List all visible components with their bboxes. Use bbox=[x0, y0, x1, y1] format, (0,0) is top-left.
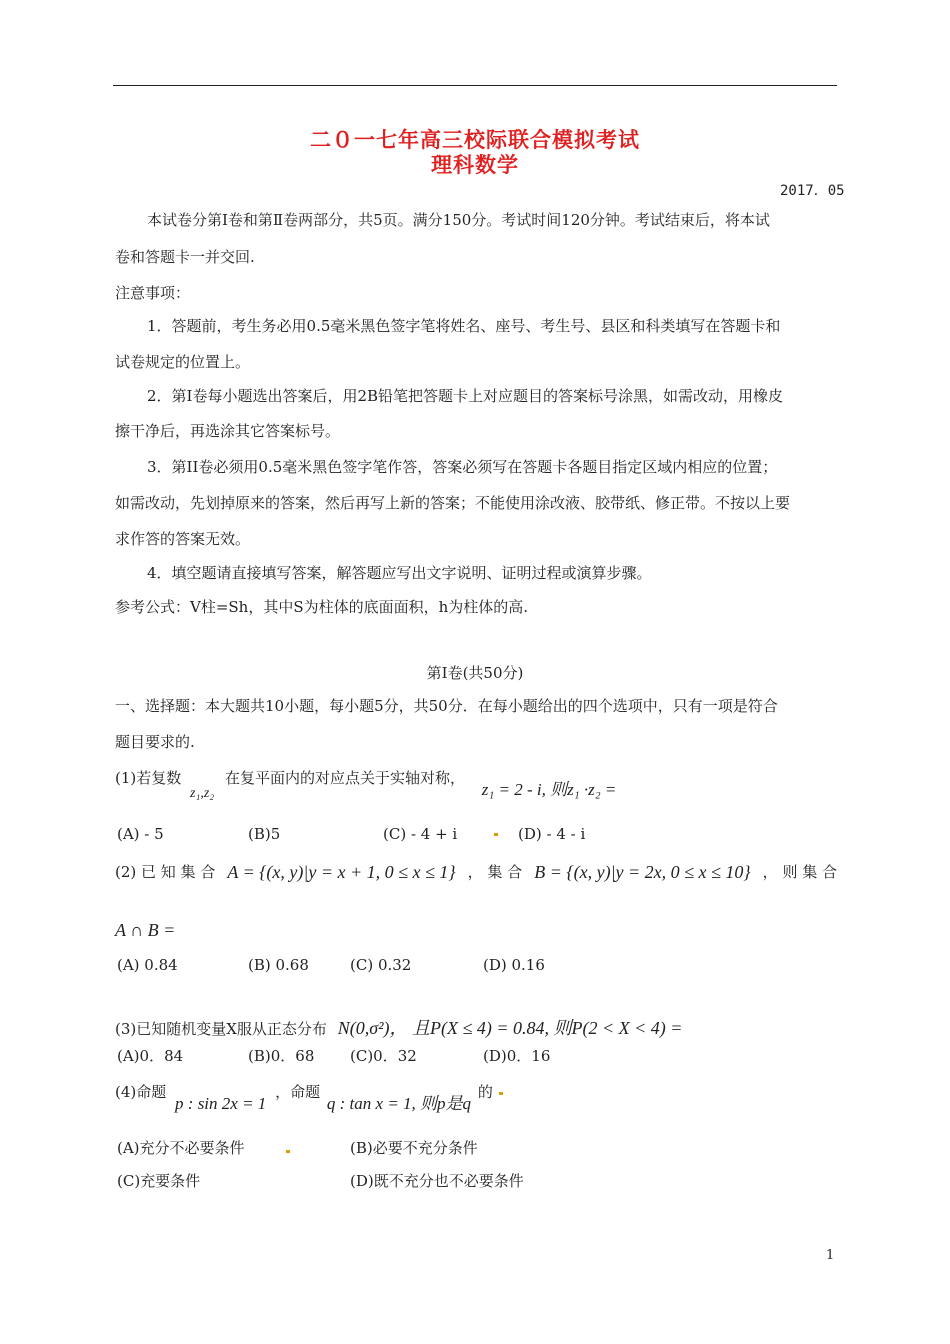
section-title: 第Ⅰ卷(共50分) bbox=[426, 664, 524, 682]
q1-condition: z₁ = 2 - i, 则z₁ ·z₂ = bbox=[481, 780, 617, 799]
q2-stem bbox=[115, 862, 837, 882]
q1-stem bbox=[115, 768, 617, 801]
note-2-cont: 擦干净后，再选涂其它答案标号。 bbox=[115, 422, 341, 440]
q4-proposition-p: p : sin 2x = 1 bbox=[175, 1094, 267, 1113]
q4-stem-text: (4)命题 bbox=[115, 1083, 167, 1101]
q4-option-c[interactable]: (C)充要条件 bbox=[117, 1172, 201, 1190]
q4-stem-text-2: ，命题 bbox=[275, 1083, 321, 1101]
section-instructions: 一、选择题：本大题共10小题，每小题5分，共50分．在每小题给出的四个选项中，只有一项是符合 bbox=[115, 697, 778, 715]
q2-option-a[interactable]: (A) 0.84 bbox=[117, 956, 178, 974]
q3-stem-text: (3)已知随机变量X服从正态分布 bbox=[115, 1020, 327, 1038]
q4-option-a[interactable]: (A)充分不必要条件 bbox=[117, 1139, 245, 1157]
section-instructions-cont: 题目要求的. bbox=[115, 733, 195, 751]
reference-formula: 参考公式：V柱=Sh，其中S为柱体的底面面积，h为柱体的高. bbox=[115, 598, 529, 616]
note-3-cont: 求作答的答案无效。 bbox=[115, 530, 251, 548]
q3-option-d[interactable]: (D)0．16 bbox=[483, 1047, 551, 1065]
q2-set-a: A = {(x, y)|y = x + 1, 0 ≤ x ≤ 1} bbox=[227, 862, 456, 882]
q3-option-b[interactable]: (B)0．68 bbox=[248, 1047, 315, 1065]
q3-option-c[interactable]: (C)0．32 bbox=[350, 1047, 417, 1065]
q1-option-b[interactable]: (B)5 bbox=[248, 825, 281, 843]
header-rule bbox=[113, 85, 837, 86]
q2-stem-text: (2) 已 知 集 合 bbox=[115, 863, 216, 881]
q4-stem bbox=[115, 1082, 503, 1113]
note-1-cont: 试卷规定的位置上。 bbox=[115, 353, 251, 371]
q4-option-b[interactable]: (B)必要不充分条件 bbox=[350, 1139, 478, 1157]
q4-proposition-q: q : tan x = 1, 则p是q bbox=[326, 1094, 472, 1113]
page-number: 1 bbox=[826, 1248, 835, 1263]
note-2: 2．第Ⅰ卷每小题选出答案后，用2B铅笔把答题卡上对应题目的答案标号涂黑，如需改动，用橡皮 bbox=[147, 387, 784, 405]
intro-line: 本试卷分第Ⅰ卷和第Ⅱ卷两部分，共5页。满分150分。考试时间120分钟。考试结束后，将本试 bbox=[147, 211, 770, 229]
q2-option-b[interactable]: (B) 0.68 bbox=[248, 956, 309, 974]
note-3: 3．第II卷必须用0.5毫米黑色签字笔作答，答案必须写在答题卡各题目指定区域内相应的位置； bbox=[147, 458, 778, 476]
q3-stem bbox=[115, 1018, 682, 1039]
q3-option-a[interactable]: (A)0．84 bbox=[117, 1047, 184, 1065]
marker-dot bbox=[499, 1092, 503, 1095]
marker-dot bbox=[494, 833, 498, 836]
notes-heading: 注意事项： bbox=[115, 284, 191, 302]
q3-expression: N(0,σ²)， 且P(X ≤ 4) = 0.84, 则P(2 < X < 4) = bbox=[337, 1018, 683, 1038]
q2-stem-text-2: ， 集 合 bbox=[467, 863, 523, 881]
note-3-cont: 如需改动，先划掉原来的答案，然后再写上新的答案；不能使用涂改液、胶带纸、修正带。不按以上要 bbox=[115, 494, 791, 512]
q1-option-a[interactable]: (A) - 5 bbox=[117, 825, 164, 843]
exam-subject: 理科数学 bbox=[431, 153, 519, 177]
q2-option-d[interactable]: (D) 0.16 bbox=[483, 956, 545, 974]
q1-option-c[interactable]: (C) - 4 + i bbox=[383, 825, 458, 843]
note-1: 1．答题前，考生务必用0.5毫米黑色签字笔将姓名、座号、考生号、县区和科类填写在答题卡和 bbox=[147, 317, 781, 335]
q2-option-c[interactable]: (C) 0.32 bbox=[350, 956, 412, 974]
q4-option-d[interactable]: (D)既不充分也不必要条件 bbox=[350, 1172, 524, 1190]
intro-line: 卷和答题卡一并交回. bbox=[115, 248, 255, 266]
q1-option-d[interactable]: (D) - 4 - i bbox=[518, 825, 586, 843]
q2-set-b: B = {(x, y)|y = 2x, 0 ≤ x ≤ 10} bbox=[534, 862, 751, 882]
q1-vars: z₁,z₂ bbox=[190, 786, 215, 801]
marker-dot bbox=[286, 1150, 290, 1153]
q2-expression: A ∩ B = bbox=[115, 920, 176, 940]
q1-stem-text-2: 在复平面内的对应点关于实轴对称， bbox=[224, 769, 465, 787]
q4-stem-text-3: 的 bbox=[477, 1083, 493, 1101]
q1-stem-text: (1)若复数 bbox=[115, 769, 182, 787]
note-4: 4．填空题请直接填写答案，解答题应写出文字说明、证明过程或演算步骤。 bbox=[147, 564, 652, 582]
q2-stem-text-3: ， 则 集 合 bbox=[762, 863, 837, 881]
exam-title: 二０一七年高三校际联合模拟考试 bbox=[310, 128, 640, 152]
exam-date: 2017．05 bbox=[780, 183, 845, 199]
